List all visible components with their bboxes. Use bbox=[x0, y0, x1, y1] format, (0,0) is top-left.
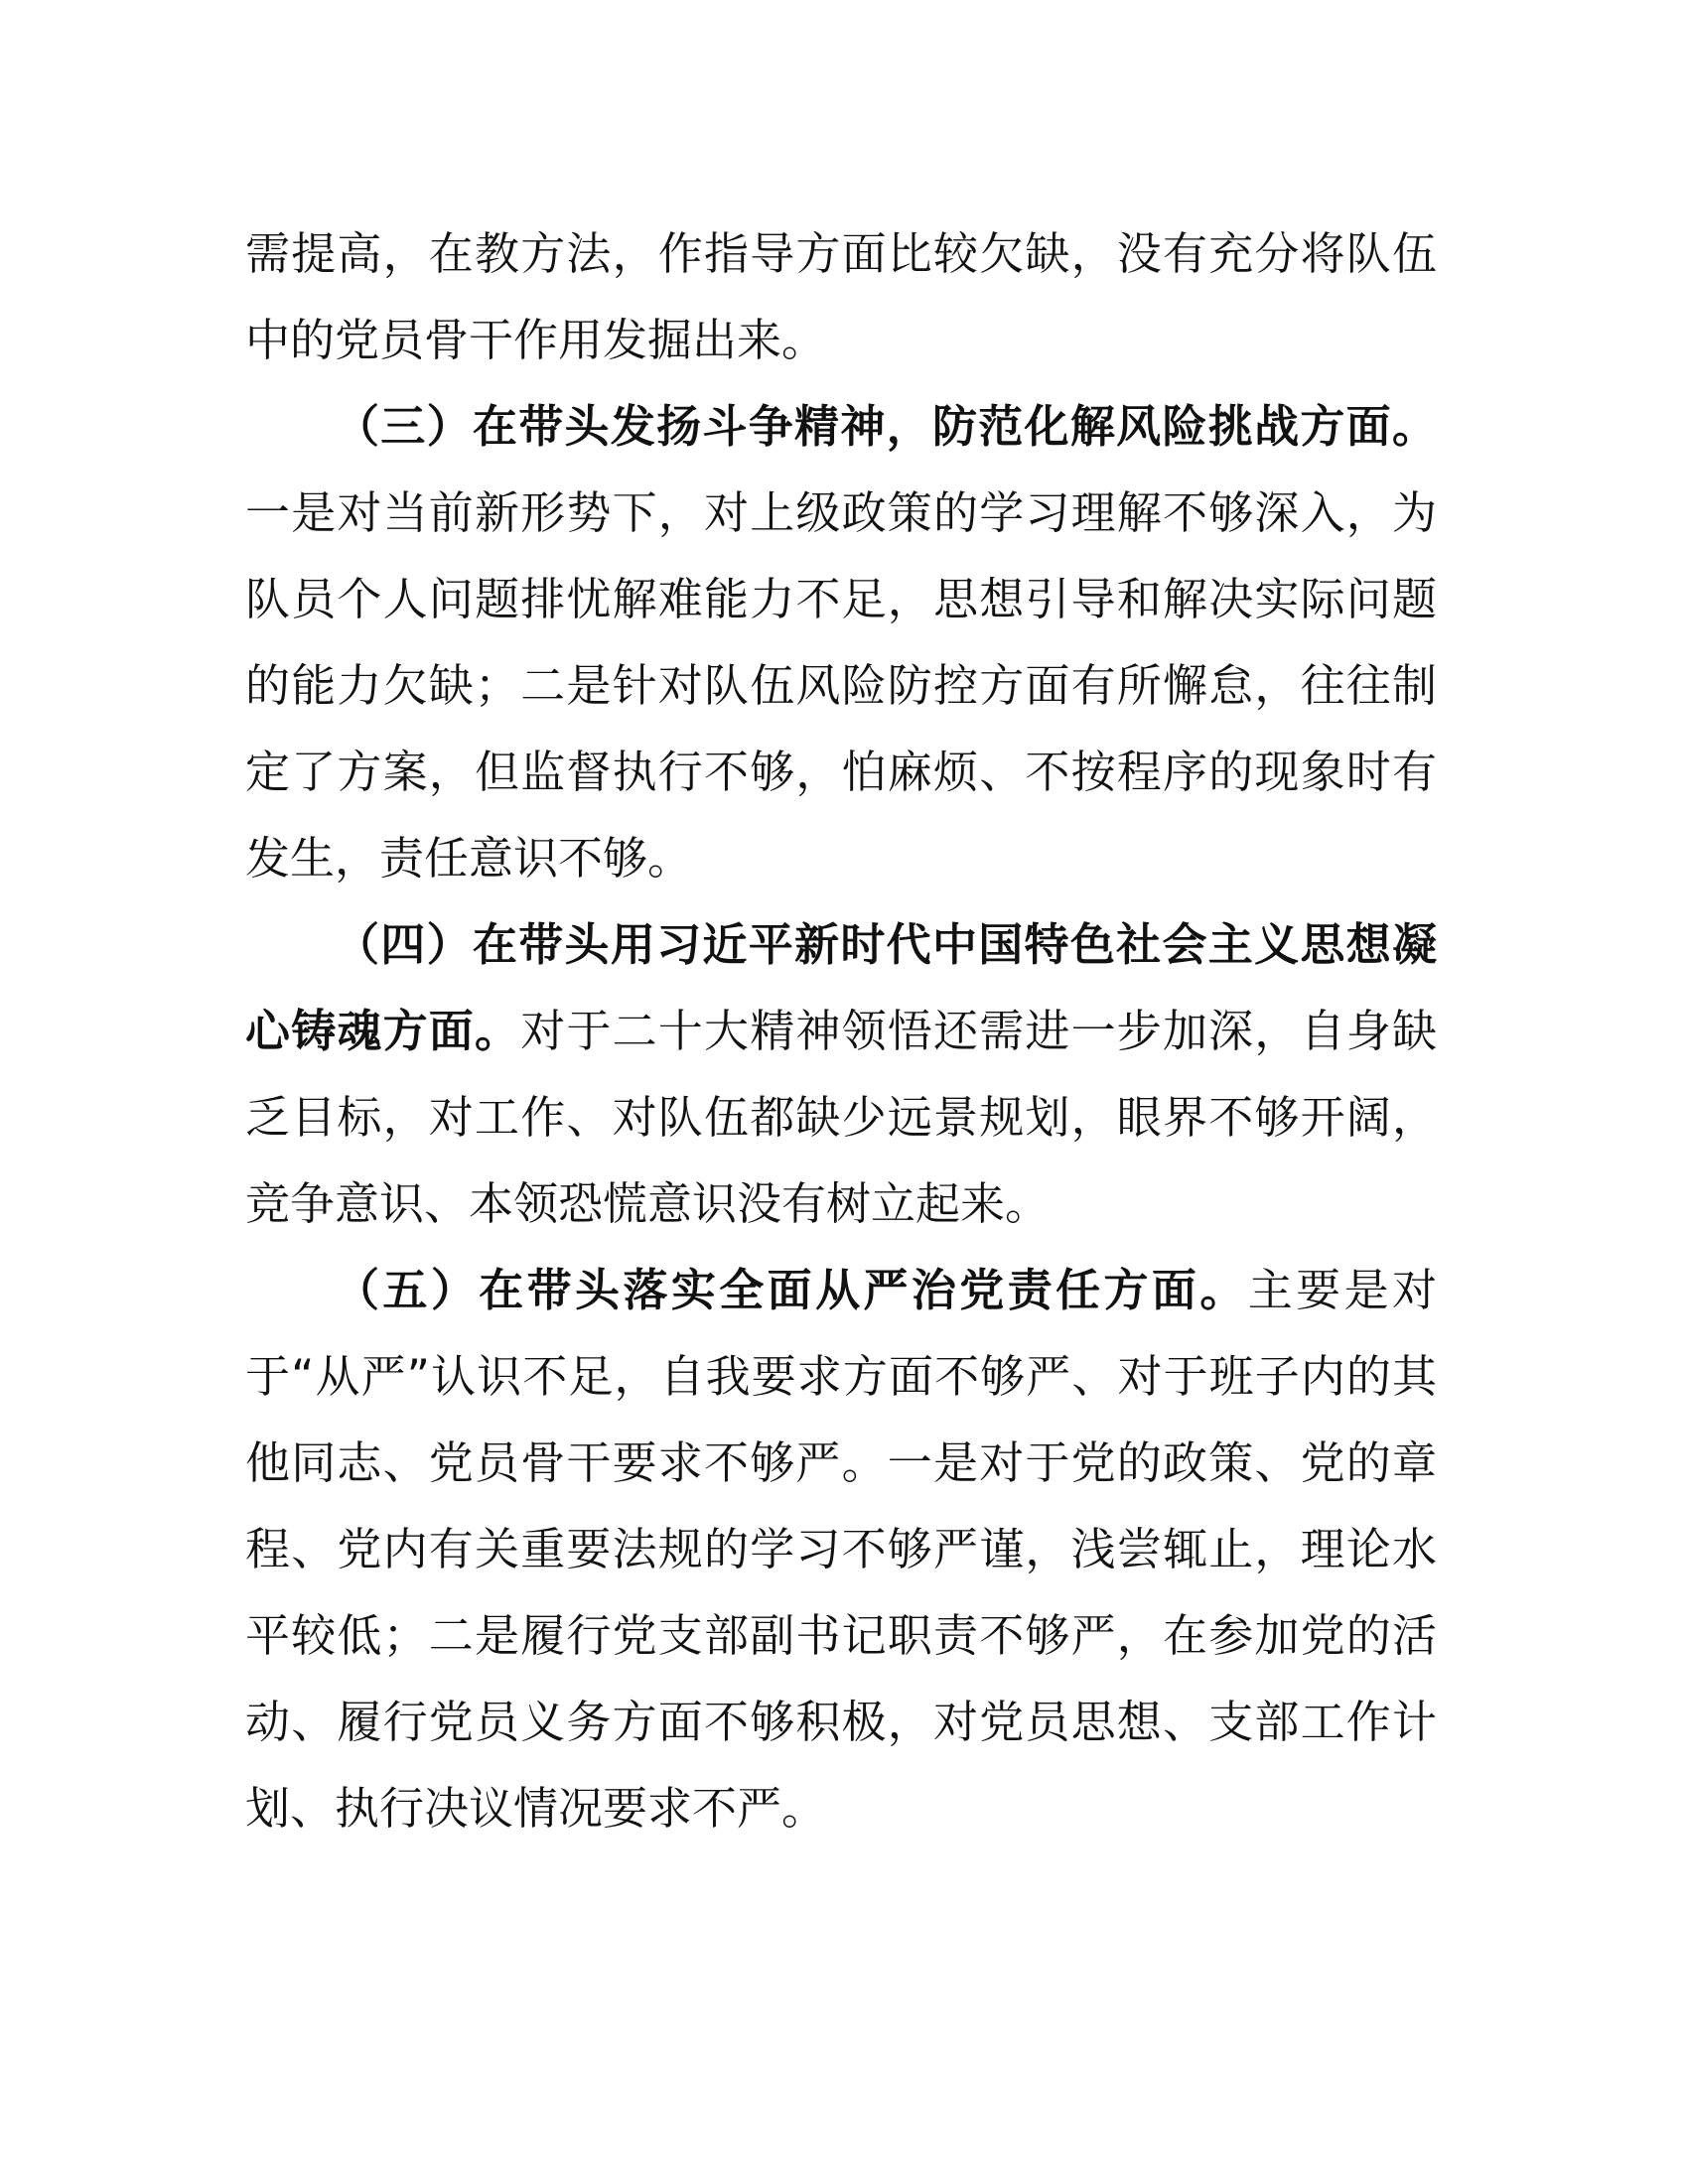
paragraph-body: 主要是对于“从严”认识不足，自我要求方面不够严、对于班子内的其他同志、党员骨干要求不够严。一是对于党的政策、党的章程、党内有关重要法规的学习不够严谨，浅尝辄止，理论水平较低；二是履行党支部副书记职责不够严，在参加党的活动、履行党员义务方面不够积极，对党员思想、支部工作计划、执行决议情况要求不严。 bbox=[245, 1264, 1437, 1835]
section-heading: （五）在带头落实全面从严治党责任方面。 bbox=[335, 1264, 1248, 1316]
paragraph-body: 对于二十大精神领悟还需进一步加深，自身缺乏目标，对工作、对队伍都缺少远景规划，眼界不够开阔，竞争意识、本领恐慌意识没有树立起来。 bbox=[245, 1005, 1437, 1230]
paragraph-body: 一是对当前新形势下，对上级政策的学习理解不够深入，为队员个人问题排忧解难能力不足，思想引导和解决实际问题的能力欠缺；二是针对队伍风险防控方面有所懈怠，往往制定了方案，但监督执行不够，怕麻烦、不按程序的现象时有发生，责任意识不够。 bbox=[245, 486, 1437, 885]
paragraph-section-5 bbox=[245, 1247, 1437, 1851]
paragraph-body: 需提高，在教方法，作指导方面比较欠缺，没有充分将队伍中的党员骨干作用发掘出来。 bbox=[245, 227, 1437, 366]
paragraph-section-4 bbox=[245, 901, 1437, 1247]
section-heading: （四）在带头用习近平新时代中国特色社会主义思想凝心铸魂方面。 bbox=[245, 918, 1437, 1057]
paragraph-section-3 bbox=[245, 383, 1437, 901]
document-body bbox=[245, 210, 1437, 1851]
section-heading: （三）在带头发扬斗争精神，防范化解风险挑战方面。 bbox=[335, 400, 1437, 453]
paragraph-continuation bbox=[245, 210, 1437, 383]
